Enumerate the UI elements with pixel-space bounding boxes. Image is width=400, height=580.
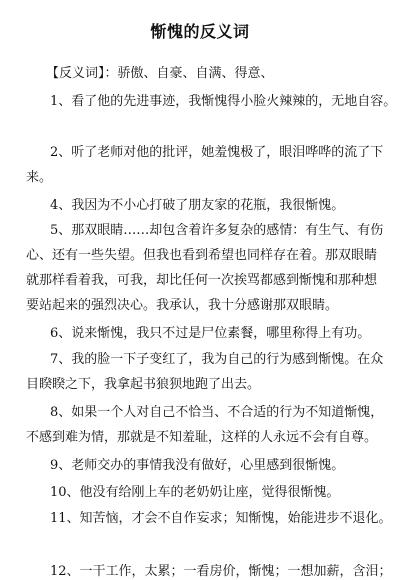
document-title: 惭愧的反义词: [150, 22, 250, 41]
sentence-line-5-cont-3: 要站起来的强烈决心。我承认，我十分感谢那双眼睛。: [26, 298, 339, 313]
sentence-line-9: 9、老师交办的事情我没有做好，心里感到很惭愧。: [50, 458, 345, 473]
sentence-line-8-cont: 不感到难为情，那就是不知羞耻，这样的人永远不会有自尊。: [26, 430, 378, 445]
sentence-line-5-cont-1: 心、还有一些失望。但我也看到希望也同样存在着。那双眼睛: [26, 248, 378, 263]
sentence-line-11: 11、知苦恼，才会不自作妄求；知惭愧，始能进步不退化。: [50, 511, 392, 526]
sentence-line-5: 5、那双眼睛……却包含着许多复杂的感情：有生气、有伤: [50, 223, 384, 238]
sentence-line-2-cont: 来。: [26, 170, 53, 185]
antonym-line: 【反义词】：骄傲、自豪、自满、得意、: [46, 66, 274, 81]
sentence-line-10: 10、他没有给刚上车的老奶奶让座，觉得很惭愧。: [50, 485, 340, 500]
sentence-line-1: 1、看了他的先进事迹，我惭愧得小脸火辣辣的，无地自容。: [50, 94, 397, 109]
sentence-line-4: 4、我因为不小心打破了朋友家的花瓶，我很惭愧。: [50, 198, 345, 213]
sentence-line-6: 6、说来惭愧，我只不过是尸位素餐，哪里称得上有功。: [50, 326, 371, 341]
sentence-line-2: 2、听了老师对他的批评，她羞愧极了，眼泪哗哗的流了下: [50, 145, 384, 160]
sentence-line-5-cont-2: 就那样看着我，可我，却比任何一次挨骂都感到惭愧和那种想: [26, 273, 378, 288]
sentence-line-12: 12、一干工作，太累；一看房价，惭愧；一想加薪，含泪；: [50, 564, 392, 579]
sentence-line-8: 8、如果一个人对自己不恰当、不合适的行为不知道惭愧，: [50, 405, 384, 420]
sentence-line-7: 7、我的脸一下子变红了，我为自己的行为感到惭愧。在众: [50, 352, 384, 367]
sentence-line-7-cont: 目睽睽之下，我拿起书狼狈地跑了出去。: [26, 377, 261, 392]
